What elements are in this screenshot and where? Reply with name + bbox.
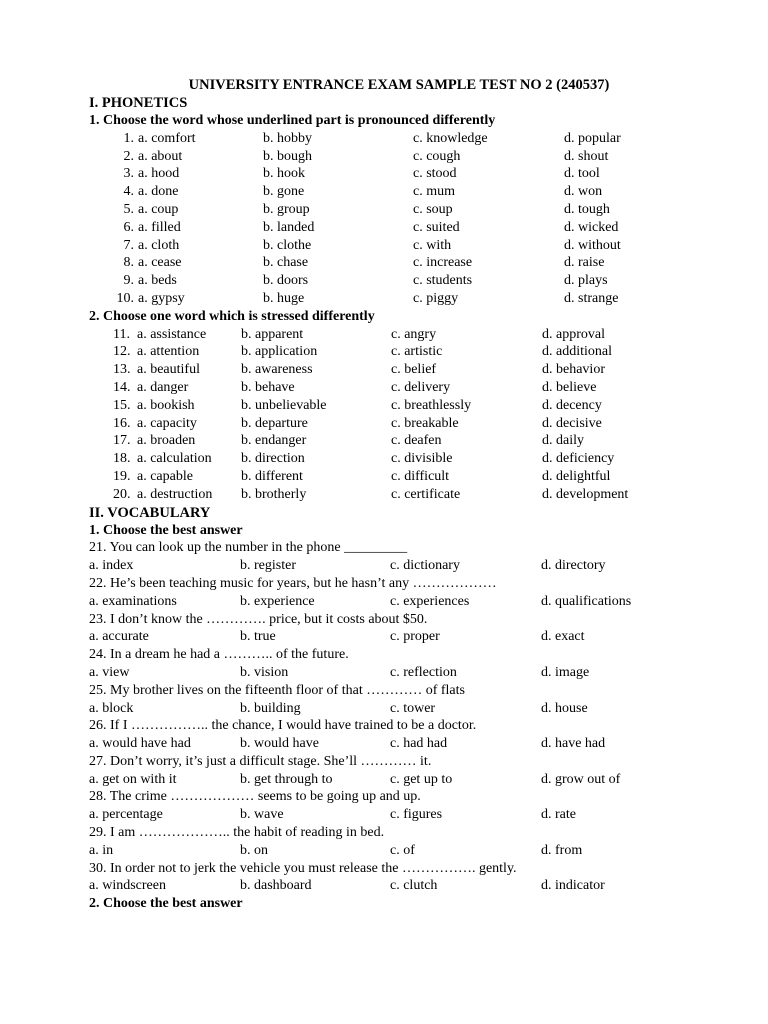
option-a: a. cease	[138, 255, 182, 271]
option-c: c. divisible	[391, 451, 453, 467]
option-a: a. block	[89, 700, 134, 716]
option-a: a. filled	[138, 219, 181, 235]
item-number: 19.	[113, 468, 131, 484]
option-d: d. decisive	[542, 415, 602, 431]
option-b: b. true	[240, 629, 276, 645]
option-b: b. application	[241, 344, 318, 360]
question-stem: 22. He’s been teaching music for years, but he hasn’t any ………………	[89, 575, 497, 591]
option-b: b. awareness	[241, 362, 313, 378]
option-a: a. assistance	[137, 326, 207, 342]
answer-options	[89, 806, 729, 824]
option-a: a. capable	[137, 468, 193, 484]
question-stem: 29. I am ……………….. the habit of reading in bed.	[89, 825, 385, 841]
option-c: c. reflection	[390, 664, 457, 680]
option-d: d. delightful	[542, 468, 611, 484]
stress-item	[89, 343, 729, 361]
option-c: c. delivery	[391, 379, 451, 395]
option-c: c. belief	[391, 362, 437, 378]
option-b: b. different	[241, 468, 303, 484]
option-c: c. difficult	[391, 468, 450, 484]
option-c: c. certificate	[391, 486, 461, 502]
option-b: b. clothe	[263, 237, 312, 253]
option-b: b. register	[240, 558, 296, 574]
answer-options	[89, 593, 729, 611]
option-c: c. tower	[390, 700, 436, 716]
option-c: c. deafen	[391, 433, 442, 449]
option-b: b. vision	[240, 664, 289, 680]
stress-item	[89, 450, 729, 468]
pronunciation-item	[89, 290, 729, 308]
option-b: b. dashboard	[240, 878, 312, 894]
option-c: c. with	[413, 237, 452, 253]
stress-item	[89, 486, 729, 504]
stress-item	[89, 468, 729, 486]
item-number: 20.	[113, 486, 131, 502]
phonetics-part1-heading: 1. Choose the word whose underlined part is pronounced differently	[89, 113, 496, 128]
item-number: 14.	[113, 379, 131, 395]
option-b: b. building	[240, 700, 301, 716]
pronunciation-item	[89, 237, 729, 255]
option-d: d. behavior	[542, 362, 605, 378]
item-number: 6.	[123, 219, 134, 235]
pronunciation-item	[89, 254, 729, 272]
option-b: b. would have	[240, 736, 319, 752]
pronunciation-items	[89, 130, 729, 308]
option-b: b. bough	[263, 148, 312, 164]
exam-page	[89, 76, 729, 913]
option-a: a. about	[138, 148, 183, 164]
option-d: d. tough	[564, 201, 610, 217]
answer-options	[89, 557, 729, 575]
phonetics-part2-heading: 2. Choose one word which is stressed differently	[89, 308, 375, 324]
item-number: 15.	[113, 397, 131, 413]
option-c: c. angry	[391, 326, 437, 342]
answer-options	[89, 664, 729, 682]
item-number: 18.	[113, 451, 131, 467]
option-a: a. bookish	[137, 397, 195, 413]
stress-items	[89, 326, 729, 504]
option-c: c. of	[390, 842, 415, 858]
option-a: a. done	[138, 184, 179, 200]
option-c: c. cough	[413, 148, 461, 164]
option-a: a. beds	[138, 273, 177, 289]
option-a: a. would have had	[89, 736, 191, 752]
option-a: a. comfort	[138, 130, 196, 146]
option-c: c. had had	[390, 736, 448, 752]
option-c: c. increase	[413, 255, 473, 271]
question-stem: 28. The crime ……………… seems to be going up and up.	[89, 789, 421, 805]
option-b: b. group	[263, 201, 310, 217]
option-c: c. mum	[413, 184, 455, 200]
option-b: b. brotherly	[241, 486, 307, 502]
option-c: c. knowledge	[413, 130, 488, 146]
option-a: a. gypsy	[138, 290, 185, 306]
option-a: a. beautiful	[137, 362, 200, 378]
item-number: 17.	[113, 433, 131, 449]
option-d: d. image	[541, 664, 590, 680]
stress-item	[89, 361, 729, 379]
vocabulary-questions	[89, 539, 729, 895]
option-d: d. house	[541, 700, 588, 716]
option-d: d. wicked	[564, 219, 619, 235]
option-c: c. get up to	[390, 771, 453, 787]
option-d: d. shout	[564, 148, 609, 164]
answer-options	[89, 628, 729, 646]
option-a: a. destruction	[137, 486, 213, 502]
option-d: d. raise	[564, 255, 605, 271]
option-b: b. direction	[241, 451, 305, 467]
option-a: a. calculation	[137, 451, 212, 467]
item-number: 1.	[123, 130, 134, 146]
option-a: a. danger	[137, 379, 189, 395]
option-c: c. artistic	[391, 344, 443, 360]
option-d: d. have had	[541, 736, 606, 752]
option-c: c. clutch	[390, 878, 438, 894]
option-b: b. hobby	[263, 130, 312, 146]
option-d: d. decency	[542, 397, 602, 413]
option-b: b. endanger	[241, 433, 307, 449]
option-b: b. landed	[263, 219, 315, 235]
section-vocabulary-heading: II. VOCABULARY	[89, 504, 211, 521]
option-d: d. additional	[542, 344, 612, 360]
option-d: d. won	[564, 184, 603, 200]
option-a: a. cloth	[138, 237, 180, 253]
option-a: a. examinations	[89, 593, 177, 609]
item-number: 9.	[123, 273, 134, 289]
option-c: c. breakable	[391, 415, 459, 431]
pronunciation-item	[89, 201, 729, 219]
item-number: 16.	[113, 415, 131, 431]
pronunciation-item	[89, 183, 729, 201]
pronunciation-item	[89, 165, 729, 183]
item-number: 5.	[123, 201, 134, 217]
question-stem: 25. My brother lives on the fifteenth floor of that ………… of flats	[89, 682, 465, 698]
stress-item	[89, 415, 729, 433]
vocabulary-part1-heading: 1. Choose the best answer	[89, 522, 243, 538]
option-a: a. broaden	[137, 433, 196, 449]
question-stem: 26. If I …………….. the chance, I would have trained to be a doctor.	[89, 718, 477, 734]
question-stem: 30. In order not to jerk the vehicle you must release the ……………. gently.	[89, 860, 517, 876]
option-c: c. piggy	[413, 290, 459, 306]
option-b: b. unbelievable	[241, 397, 327, 413]
stress-item	[89, 397, 729, 415]
option-d: d. exact	[541, 629, 585, 645]
item-number: 7.	[123, 237, 134, 253]
option-b: b. hook	[263, 166, 305, 182]
option-a: a. hood	[138, 166, 180, 182]
option-b: b. doors	[263, 273, 309, 289]
option-a: a. coup	[138, 201, 179, 217]
pronunciation-item	[89, 219, 729, 237]
answer-options	[89, 700, 729, 718]
item-number: 12.	[113, 344, 131, 360]
option-a: a. accurate	[89, 629, 149, 645]
answer-options	[89, 771, 729, 789]
option-d: d. deficiency	[542, 451, 615, 467]
option-d: d. tool	[564, 166, 600, 182]
option-c: c. breathlessly	[391, 397, 472, 413]
option-d: d. daily	[542, 433, 584, 449]
option-d: d. approval	[542, 326, 605, 342]
option-c: c. soup	[413, 201, 453, 217]
answer-options	[89, 842, 729, 860]
option-c: c. stood	[413, 166, 457, 182]
option-d: d. without	[564, 237, 621, 253]
stress-item	[89, 432, 729, 450]
option-d: d. directory	[541, 558, 606, 574]
option-b: b. gone	[263, 184, 305, 200]
option-a: a. view	[89, 664, 130, 680]
vocabulary-part2-heading: 2. Choose the best answer	[89, 896, 243, 912]
exam-title: UNIVERSITY ENTRANCE EXAM SAMPLE TEST NO 2 (240537)	[188, 77, 610, 93]
option-b: b. departure	[241, 415, 308, 431]
option-d: d. from	[541, 842, 583, 858]
question-stem: 24. In a dream he had a ……….. of the future.	[89, 647, 349, 663]
option-b: b. apparent	[241, 326, 304, 342]
question-stem: 23. I don’t know the …………. price, but it costs about $50.	[89, 611, 428, 627]
option-d: d. development	[542, 486, 629, 502]
option-a: a. capacity	[137, 415, 197, 431]
item-number: 8.	[123, 255, 134, 271]
option-b: b. get through to	[240, 771, 333, 787]
option-c: c. suited	[413, 219, 460, 235]
option-a: a. attention	[137, 344, 200, 360]
option-c: c. students	[413, 273, 473, 289]
option-d: d. popular	[564, 130, 621, 146]
option-b: b. on	[240, 842, 268, 858]
option-b: b. experience	[240, 593, 315, 609]
stress-item	[89, 379, 729, 397]
item-number: 13.	[113, 362, 131, 378]
question-stem: 27. Don’t worry, it’s just a difficult stage. She’ll ………… it.	[89, 753, 432, 769]
option-a: a. percentage	[89, 807, 163, 823]
option-c: c. dictionary	[390, 558, 460, 574]
option-a: a. get on with it	[89, 771, 177, 787]
item-number: 4.	[123, 184, 134, 200]
item-number: 11.	[113, 326, 130, 342]
option-d: d. qualifications	[541, 593, 632, 609]
answer-options	[89, 735, 729, 753]
option-d: d. believe	[542, 379, 597, 395]
item-number: 3.	[123, 166, 134, 182]
item-number: 10.	[116, 290, 134, 306]
option-b: b. huge	[263, 290, 305, 306]
option-a: a. index	[89, 558, 134, 574]
answer-options	[89, 877, 729, 895]
option-a: a. in	[89, 842, 114, 858]
option-c: c. proper	[390, 629, 440, 645]
question-stem: 21. You can look up the number in the phone _________	[89, 540, 408, 556]
option-d: d. plays	[564, 273, 608, 289]
option-b: b. behave	[241, 379, 295, 395]
option-d: d. strange	[564, 290, 619, 306]
pronunciation-item	[89, 148, 729, 166]
stress-item	[89, 326, 729, 344]
pronunciation-item	[89, 130, 729, 148]
option-a: a. windscreen	[89, 878, 166, 894]
option-c: c. figures	[390, 807, 443, 823]
option-b: b. chase	[263, 255, 309, 271]
item-number: 2.	[123, 148, 134, 164]
option-d: d. grow out of	[541, 771, 621, 787]
option-c: c. experiences	[390, 593, 470, 609]
option-d: d. indicator	[541, 878, 605, 894]
option-d: d. rate	[541, 807, 576, 823]
section-phonetics-heading: I. PHONETICS	[89, 95, 188, 111]
option-b: b. wave	[240, 807, 284, 823]
pronunciation-item	[89, 272, 729, 290]
